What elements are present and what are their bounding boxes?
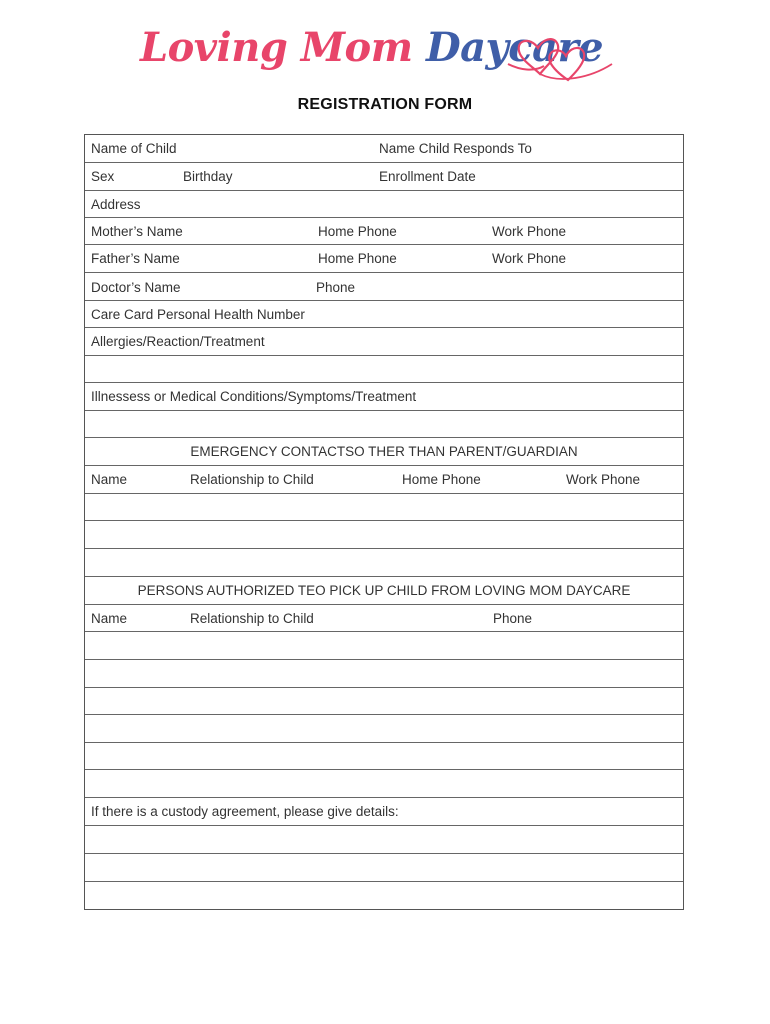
custody-agreement-label: If there is a custody agreement, please give details: [91, 804, 399, 819]
form-row[interactable] [85, 245, 683, 273]
form-row[interactable] [85, 743, 683, 770]
doctor-phone-label: Phone [316, 280, 356, 295]
form-row[interactable] [85, 605, 683, 632]
form-row[interactable] [85, 688, 683, 715]
pickup-relationship-header: Relationship to Child [190, 611, 314, 626]
care-card-label: Care Card Personal Health Number [91, 307, 305, 322]
form-row[interactable] [85, 770, 683, 798]
form-row[interactable] [85, 328, 683, 356]
emergency-name-header: Name [91, 472, 128, 487]
form-row[interactable] [85, 301, 683, 328]
daycare-logo [140, 18, 620, 90]
registration-form [84, 134, 684, 910]
mother-home-phone-label: Home Phone [318, 224, 397, 239]
fathers-name-label: Father’s Name [91, 251, 180, 266]
mothers-name-label: Mother’s Name [91, 224, 183, 239]
form-row[interactable] [85, 466, 683, 494]
address-label: Address [91, 197, 141, 212]
emergency-contacts-title: EMERGENCY CONTACTSO THER THAN PARENT/GUARDIAN [190, 444, 578, 459]
form-row[interactable] [85, 273, 683, 301]
double-heart-icon [500, 18, 618, 90]
medical-conditions-label: Illnessess or Medical Conditions/Symptoms/Treatment [91, 389, 417, 404]
name-of-child-label: Name of Child [91, 141, 177, 156]
form-row[interactable] [85, 383, 683, 411]
form-row[interactable] [85, 798, 683, 826]
form-row[interactable] [85, 135, 683, 163]
emergency-contacts-header [85, 438, 683, 466]
logo-word-mom: Mom [300, 24, 413, 71]
mother-work-phone-label: Work Phone [492, 224, 567, 239]
page-title: REGISTRATION FORM [297, 96, 473, 113]
sex-label: Sex [91, 169, 115, 184]
form-row[interactable] [85, 632, 683, 660]
emergency-work-phone-header: Work Phone [566, 472, 641, 487]
father-home-phone-label: Home Phone [318, 251, 397, 266]
form-row[interactable] [85, 494, 683, 521]
form-row[interactable] [85, 356, 683, 383]
pickup-phone-header: Phone [493, 611, 533, 626]
emergency-home-phone-header: Home Phone [402, 472, 481, 487]
authorized-pickup-header [85, 577, 683, 605]
form-row[interactable] [85, 882, 683, 909]
form-row[interactable] [85, 521, 683, 549]
form-row[interactable] [85, 854, 683, 882]
form-row[interactable] [85, 660, 683, 688]
name-child-responds-to-label: Name Child Responds To [379, 141, 532, 156]
form-row[interactable] [85, 411, 683, 438]
emergency-relationship-header: Relationship to Child [190, 472, 314, 487]
enrollment-date-label: Enrollment Date [379, 169, 476, 184]
logo-word-loving: Loving [140, 24, 288, 71]
birthday-label: Birthday [183, 169, 233, 184]
form-row[interactable] [85, 191, 683, 218]
doctors-name-label: Doctor’s Name [91, 280, 181, 295]
father-work-phone-label: Work Phone [492, 251, 567, 266]
logo-word-daycare: Daycare [425, 24, 604, 71]
authorized-pickup-title: PERSONS AUTHORIZED TEO PICK UP CHILD FROM LOVING MOM DAYCARE [137, 583, 631, 598]
allergies-label: Allergies/Reaction/Treatment [91, 334, 265, 349]
form-row[interactable] [85, 715, 683, 743]
form-row[interactable] [85, 163, 683, 191]
pickup-name-header: Name [91, 611, 128, 626]
form-row[interactable] [85, 218, 683, 245]
form-row[interactable] [85, 549, 683, 577]
form-row[interactable] [85, 826, 683, 854]
